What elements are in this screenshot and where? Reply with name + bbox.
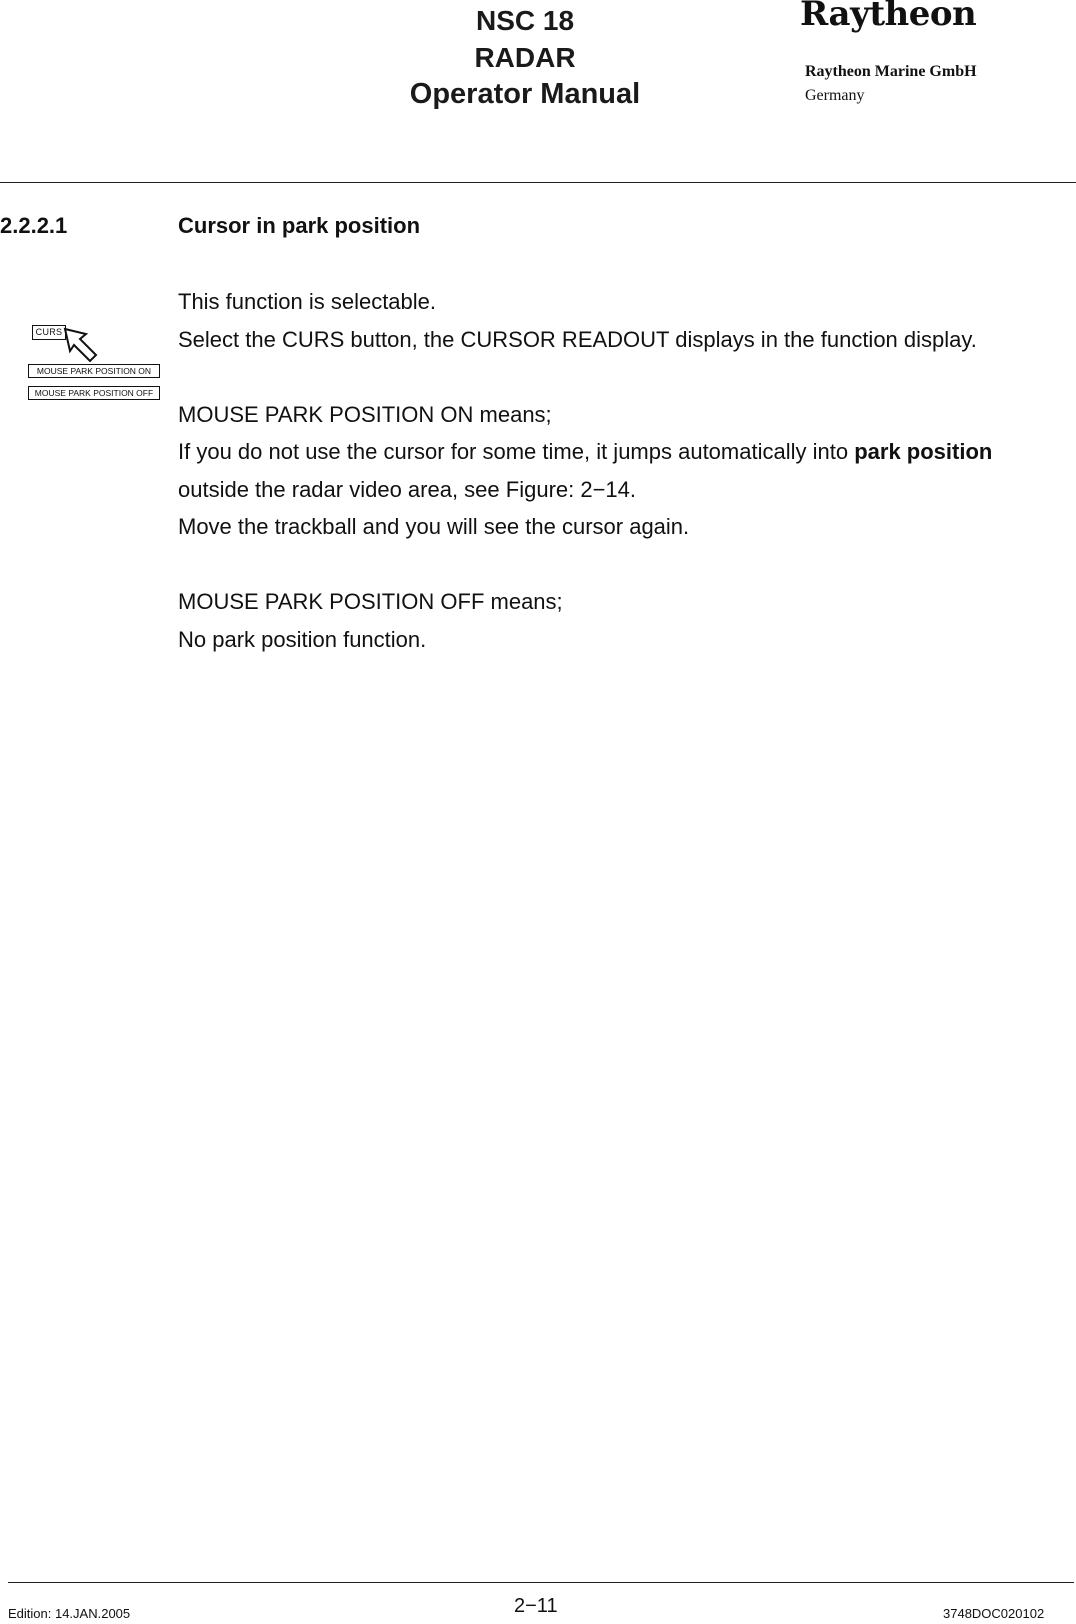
curs-button: CURS: [32, 325, 66, 340]
page-number: 2−11: [514, 1595, 558, 1617]
title-manual: Operator Manual: [409, 78, 641, 110]
curs-menu-figure: [26, 322, 166, 402]
document-id: 3748DOC020102: [943, 1606, 1045, 1621]
paragraph-selectable: This function is selectable.: [178, 289, 437, 314]
edition-date: Edition: 14.JAN.2005: [8, 1606, 131, 1621]
paragraph-park-on-description: [178, 433, 1058, 508]
raytheon-logo: Raytheon: [800, 0, 977, 34]
paragraph-park-off-description: No park position function.: [178, 626, 427, 652]
section-number: 2.2.2.1: [0, 213, 68, 238]
cursor-arrow-icon: [62, 326, 102, 366]
footer-divider: [8, 1582, 1074, 1583]
company-country: Germany: [805, 87, 865, 104]
header-divider: [0, 182, 1076, 183]
term-park-position: park position: [854, 439, 993, 464]
paragraph-park-off-heading: MOUSE PARK POSITION OFF means;: [178, 589, 563, 614]
title-product: NSC 18: [475, 5, 575, 36]
mouse-park-on-option: MOUSE PARK POSITION ON: [28, 364, 160, 378]
company-block: [805, 60, 977, 108]
document-title: [360, 2, 690, 113]
section-title: Cursor in park position: [178, 213, 421, 238]
title-type: RADAR: [474, 42, 576, 73]
text-run: outside the radar video area, see Figure: 2−14.: [178, 476, 637, 502]
text-run: If you do not use the cursor for some time, it jumps automatically into: [178, 439, 855, 464]
paragraph-trackball: Move the trackball and you will see the cursor again.: [178, 514, 690, 539]
paragraph-select-curs: Select the CURS button, the CURSOR READOUT displays in the function display.: [178, 326, 977, 352]
mouse-park-off-option: MOUSE PARK POSITION OFF: [28, 386, 160, 400]
company-name: Raytheon Marine GmbH: [805, 63, 977, 80]
body-text: [178, 283, 1058, 658]
paragraph-park-on-heading: MOUSE PARK POSITION ON means;: [178, 401, 552, 427]
